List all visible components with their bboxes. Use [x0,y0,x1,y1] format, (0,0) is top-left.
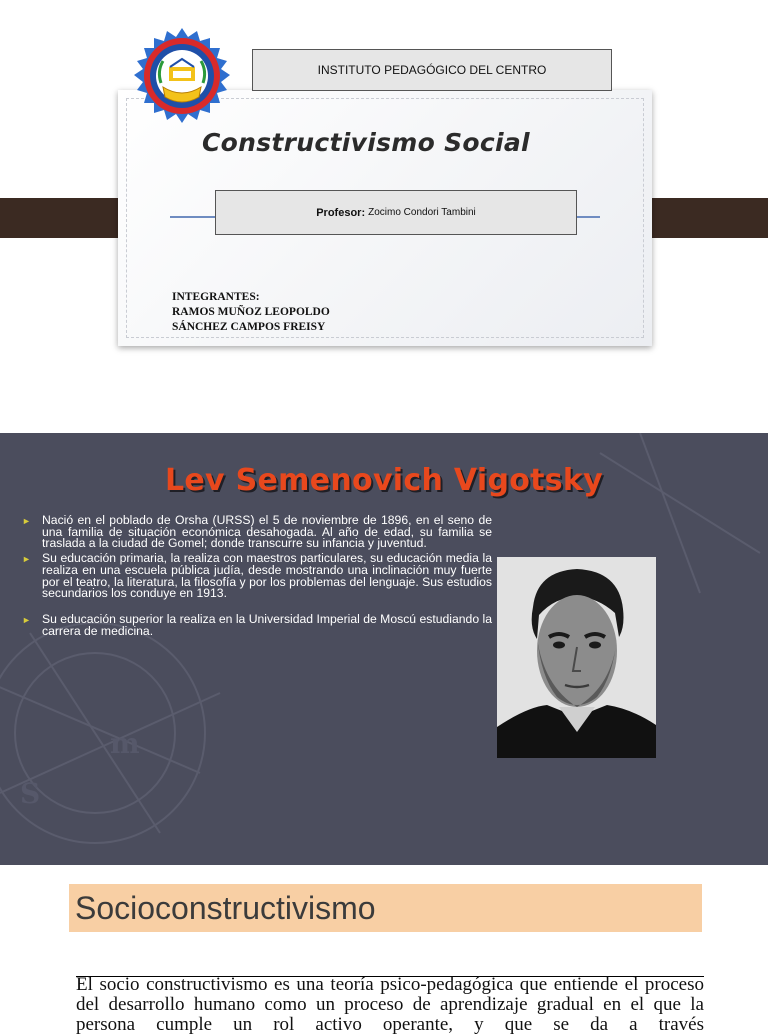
members-block [172,290,330,335]
bullet-text: Su educación primaria, la realiza con maestros particulares, su educación media la realiza en una escuela pública judía, desde mostrando una inclinación muy fuerte por el teatro, la literatura, la filosofía y por los problemas del lenguaje. Sus estudios secundarios los conduye en 1913. [42,551,492,601]
presentation-title: Constructivismo Social [202,128,530,157]
professor-box [215,190,577,235]
bullet-arrow-icon: ► [22,614,31,625]
list-item [22,553,492,600]
biography-slide [0,433,768,865]
bullet-arrow-icon: ► [22,516,31,526]
list-item [22,611,492,638]
list-item [22,515,492,550]
member-name: RAMOS MUÑOZ LEOPOLDO [172,306,330,318]
professor-label: Profesor: [316,206,366,219]
bullet-arrow-icon: ► [22,554,31,565]
institute-seal-logo [133,27,231,125]
institute-name-box: INSTITUTO PEDAGÓGICO DEL CENTRO [252,49,612,91]
concept-heading: Socioconstructivismo [69,884,702,932]
vigotsky-portrait [497,557,656,758]
members-heading: INTEGRANTES: [172,291,260,303]
biography-title: Lev Semenovich Vigotsky [164,463,604,498]
biography-bullet-list [22,515,492,637]
bullet-text: Nació en el poblado de Orsha (URSS) el 5 de noviembre de 1896, en el seno de una familia de situación económica desahogada. Al año de edad, su familia se traslada a la ciudad de Gomel; donde transcurre su infancia y juventud. [42,513,492,551]
member-name: SÁNCHEZ CAMPOS FREISY [172,321,326,333]
professor-name: Zocimo Condori Tambini [368,207,476,218]
svg-text:S: S [20,777,41,810]
concept-body-text: El socio constructivismo es una teoría psico-pedagógica que entiende el proceso del desarrollo humano como un proceso de aprendizaje gradual en el que la persona cumple un rol activo operante, y que se da a través [76,974,704,1035]
concept-slide [0,866,768,1035]
svg-text:m: m [110,727,140,760]
title-slide [0,0,768,400]
bullet-text: Su educación superior la realiza en la Universidad Imperial de Moscú estudiando la carrera de medicina. [42,611,492,638]
